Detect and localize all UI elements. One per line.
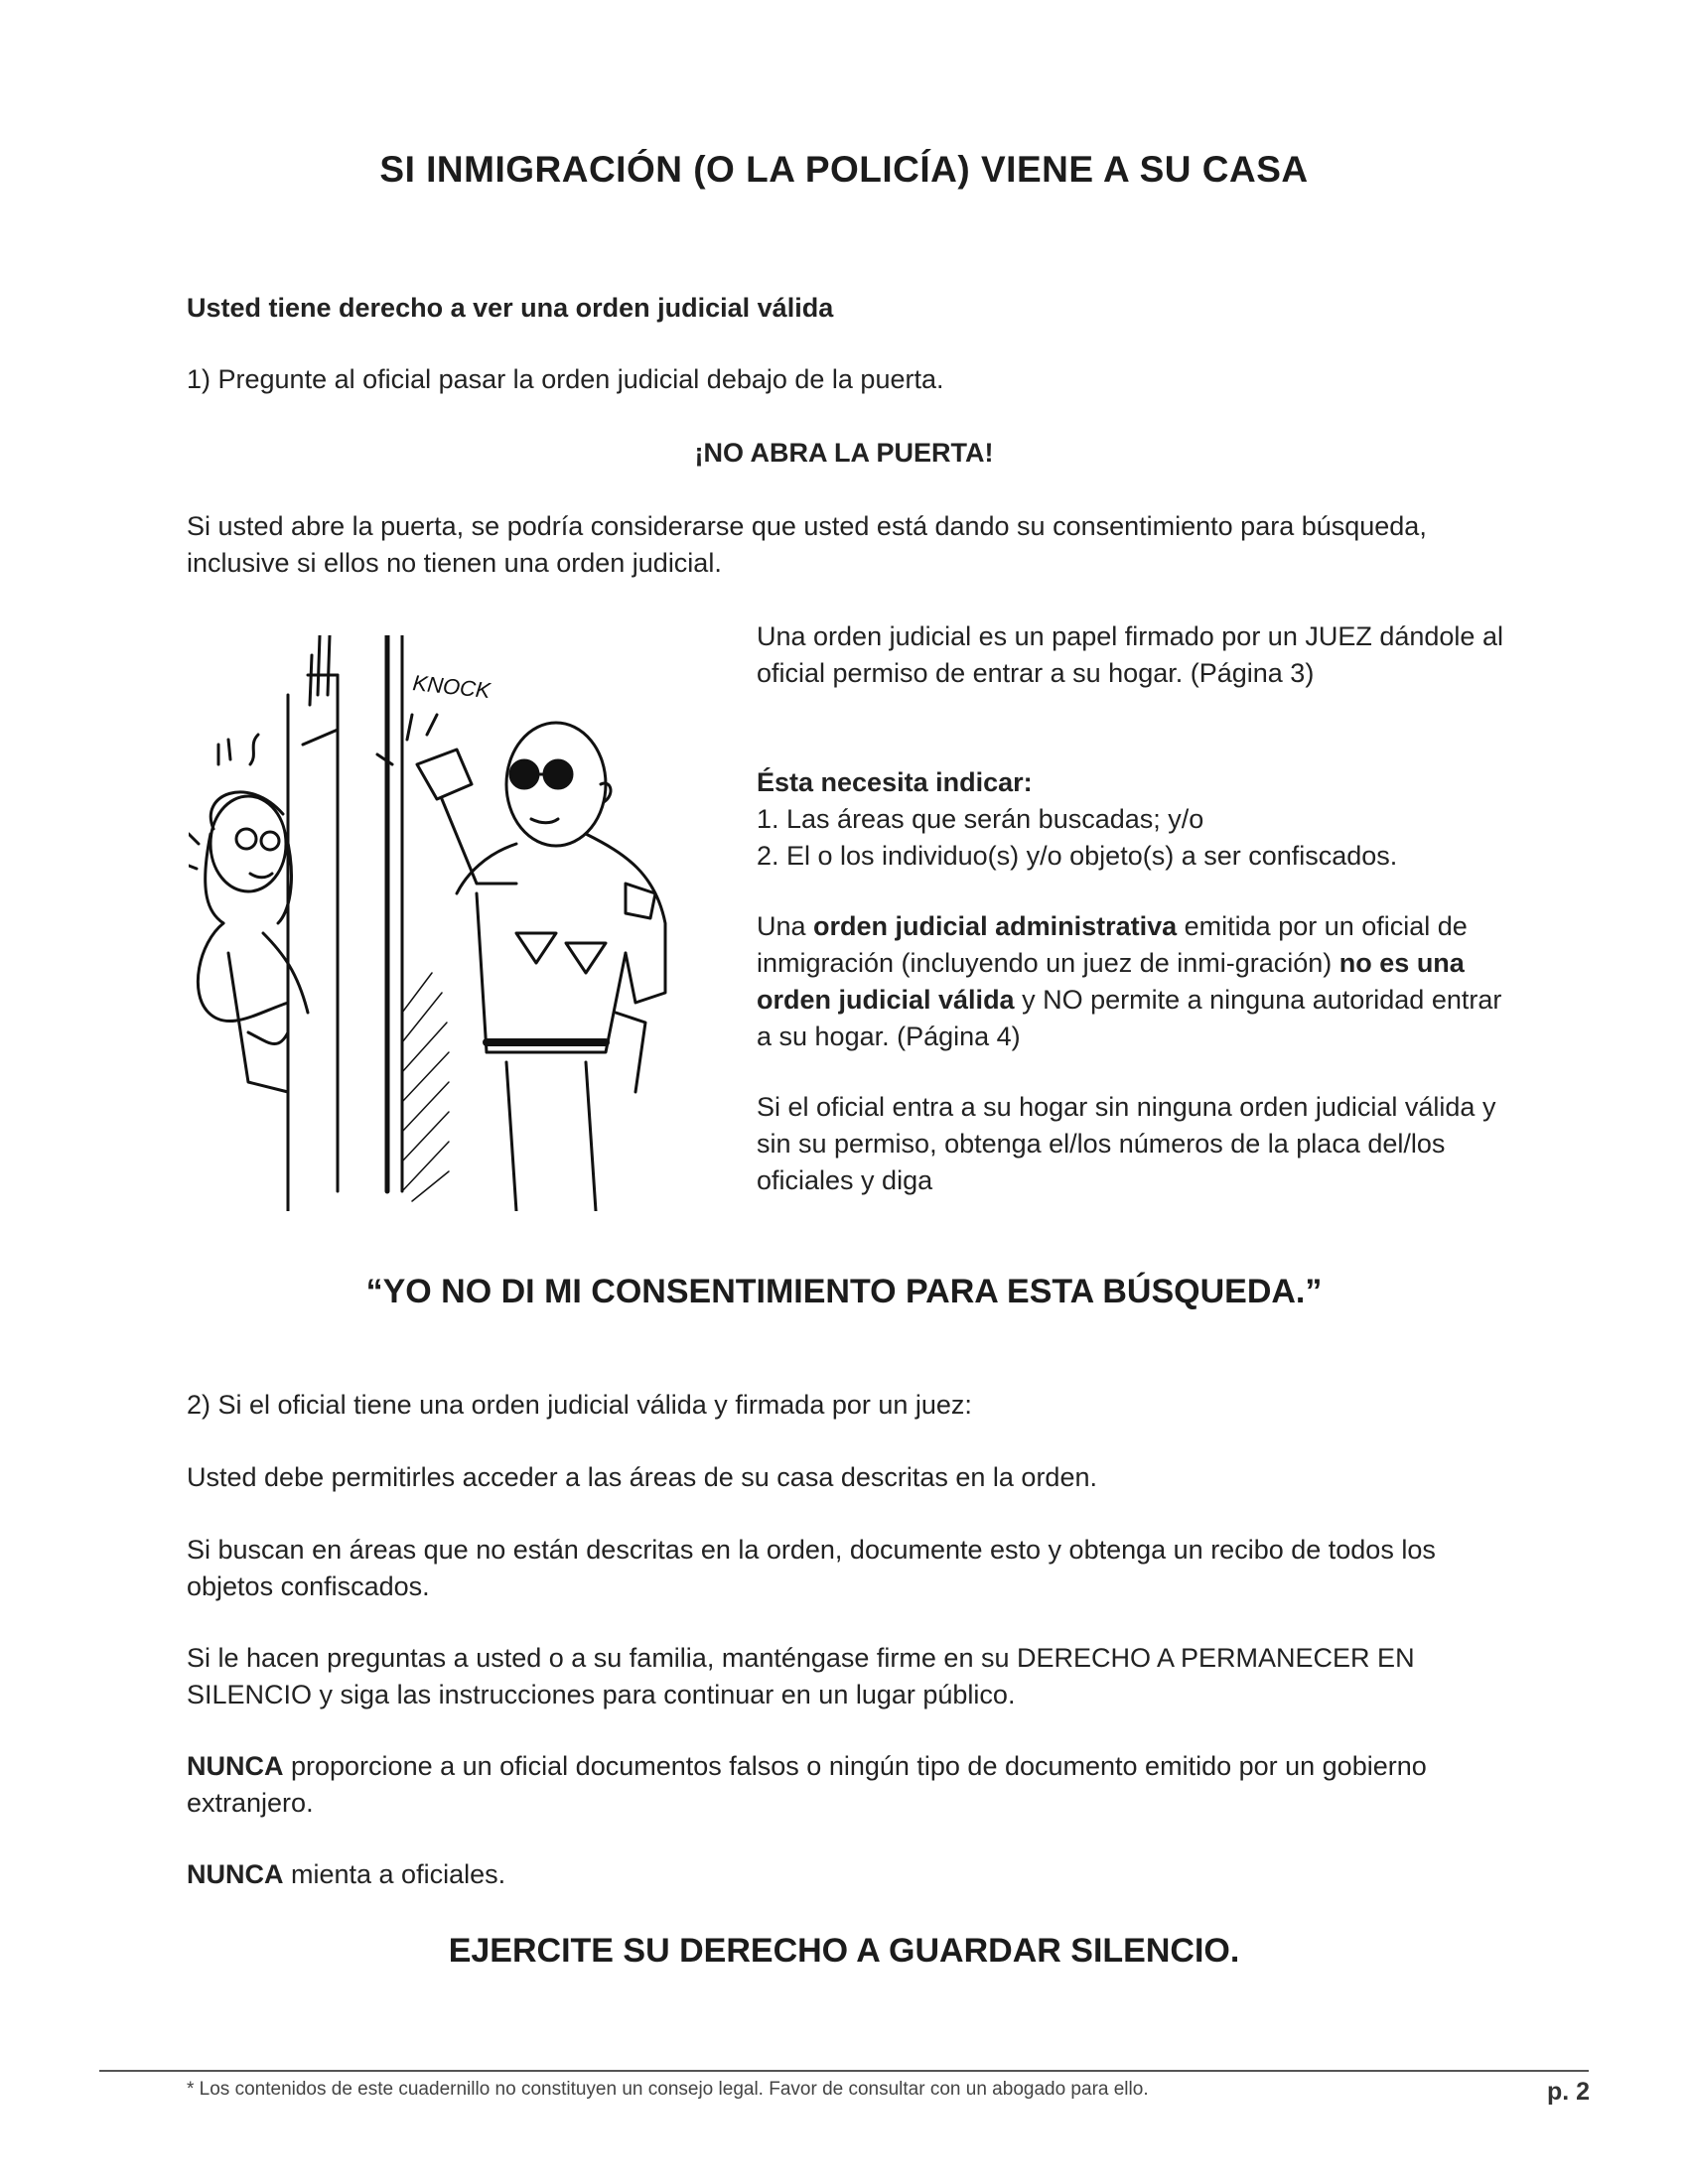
never-2-bold: NUNCA [187, 1859, 284, 1889]
step-1: 1) Pregunte al oficial pasar la orden judicial debajo de la puerta. [187, 364, 944, 394]
must-indicate-heading: Ésta necesita indicar: [757, 767, 1033, 797]
page-number: p. 2 [1547, 2078, 1591, 2106]
never-documents-paragraph [187, 1748, 1497, 1822]
admin-pre: Una [757, 911, 814, 941]
permit-paragraph: Usted debe permitirles acceder a las áreas de su casa descritas en la orden. [187, 1462, 1097, 1492]
footer-disclaimer: * Los contenidos de este cuadernillo no constituyen un consejo legal. Favor de consultar con un abogado para ello. [187, 2079, 1149, 2100]
page-title: SI INMIGRACIÓN (O LA POLICÍA) VIENE A SU CASA [379, 149, 1309, 190]
must-indicate-item-1: 1. Las áreas que serán buscadas; y/o [757, 804, 1204, 834]
closing-callout: EJERCITE SU DERECHO A GUARDAR SILENCIO. [448, 1932, 1240, 1970]
silence-paragraph: Si le hacen preguntas a usted o a su familia, manténgase firme en su DERECHO A PERMANECER EN SILENCIO y siga las instrucciones para continuar en un lugar público. [187, 1643, 1415, 1709]
consent-quote: “YO NO DI MI CONSENTIMIENTO PARA ESTA BÚSQUEDA.” [365, 1273, 1323, 1310]
must-indicate-block [757, 764, 1511, 875]
footer-divider [99, 2070, 1589, 2072]
never-2-rest: mienta a oficiales. [283, 1859, 506, 1889]
administrative-warrant-paragraph [757, 908, 1511, 1055]
admin-post: y NO permite a ninguna autoridad entrar a su hogar. (Página 4) [757, 985, 1502, 1051]
consent-paragraph: Si usted abre la puerta, se podría considerarse que usted está dando su consentimiento para búsqueda, inclusive si ellos no tienen una orden judicial. [187, 511, 1427, 578]
admin-bold-1: orden judicial administrativa [813, 911, 1178, 941]
admin-bold-2: no es una orden judicial válida [757, 948, 1465, 1015]
door-knock-illustration [189, 635, 725, 1211]
do-not-open-callout: ¡NO ABRA LA PUERTA! [694, 438, 994, 468]
entry-without-warrant-paragraph: Si el oficial entra a su hogar sin ninguna orden judicial válida y sin su permiso, obtenga el/los números de la placa del/los oficiales y diga [757, 1092, 1496, 1195]
admin-mid: emitida por un oficial de inmigración (incluyendo un juez de inmi-gración) [757, 911, 1468, 978]
never-1-rest: proporcione a un oficial documentos falsos o ningún tipo de documento emitido por un gobierno extranjero. [187, 1751, 1427, 1818]
step-2: 2) Si el oficial tiene una orden judicial válida y firmada por un juez: [187, 1390, 972, 1420]
must-indicate-item-2: 2. El o los individuo(s) y/o objeto(s) a ser confiscados. [757, 841, 1398, 871]
never-lie-paragraph [187, 1856, 1497, 1893]
areas-paragraph: Si buscan en áreas que no están descritas en la orden, documente esto y obtenga un recibo de todos los objetos confiscados. [187, 1535, 1436, 1601]
warrant-definition: Una orden judicial es un papel firmado por un JUEZ dándole al oficial permiso de entrar a su hogar. (Página 3) [757, 621, 1503, 688]
never-1-bold: NUNCA [187, 1751, 284, 1781]
subheading: Usted tiene derecho a ver una orden judicial válida [187, 293, 834, 323]
knock-text: KNOCK [411, 670, 492, 704]
